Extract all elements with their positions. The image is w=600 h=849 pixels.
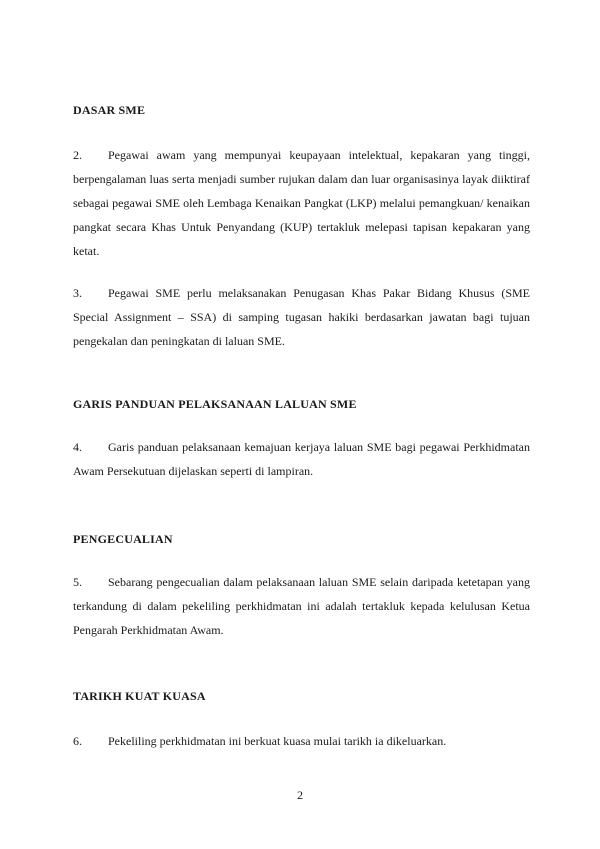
paragraph-6 — [73, 729, 530, 753]
section-heading-dasar-sme: DASAR SME — [73, 103, 146, 117]
paragraph-5 — [73, 570, 530, 642]
paragraph-text: Pegawai awam yang mempunyai keupayaan intelektual, kepakaran yang tinggi, berpengalaman luas serta menjadi sumber rujukan dalam dan luar organisasinya layak diiktiraf sebagai pegawai SME oleh Lembaga Kenaikan Pangkat (LKP) melalui pemangkuan/ kenaikan pangkat secara Khas Untuk Penyandang (KUP) tertakluk melepasi tapisan kepakaran yang ketat. — [73, 148, 530, 258]
paragraph-text: Garis panduan pelaksanaan kemajuan kerjaya laluan SME bagi pegawai Perkhidmatan Awam Persekutuan dijelaskan seperti di lampiran. — [73, 440, 530, 478]
paragraph-number: 6. — [73, 734, 82, 748]
section-heading-pengecualian: PENGECUALIAN — [73, 532, 173, 546]
paragraph-number: 5. — [73, 575, 82, 589]
page-number: 2 — [297, 788, 303, 802]
paragraph-2 — [73, 143, 530, 263]
paragraph-number: 2. — [73, 148, 82, 162]
paragraph-number: 4. — [73, 440, 82, 454]
paragraph-text: Sebarang pengecualian dalam pelaksanaan laluan SME selain daripada ketetapan yang terkandung di dalam pekeliling perkhidmatan ini adalah tertakluk kepada kelulusan Ketua Pengarah Perkhidmatan Awam. — [73, 575, 530, 637]
paragraph-text: Pegawai SME perlu melaksanakan Penugasan Khas Pakar Bidang Khusus (SME Special Assignment – SSA) di samping tugasan hakiki berdasarkan jawatan bagi tujuan pengekalan dan peningkatan di laluan SME. — [73, 286, 530, 348]
paragraph-number: 3. — [73, 286, 82, 300]
section-heading-garis-panduan: GARIS PANDUAN PELAKSANAAN LALUAN SME — [73, 397, 357, 411]
paragraph-4 — [73, 435, 530, 483]
paragraph-text: Pekeliling perkhidmatan ini berkuat kuasa mulai tarikh ia dikeluarkan. — [108, 734, 447, 748]
section-heading-tarikh-kuat-kuasa: TARIKH KUAT KUASA — [73, 689, 206, 703]
paragraph-3 — [73, 281, 530, 353]
